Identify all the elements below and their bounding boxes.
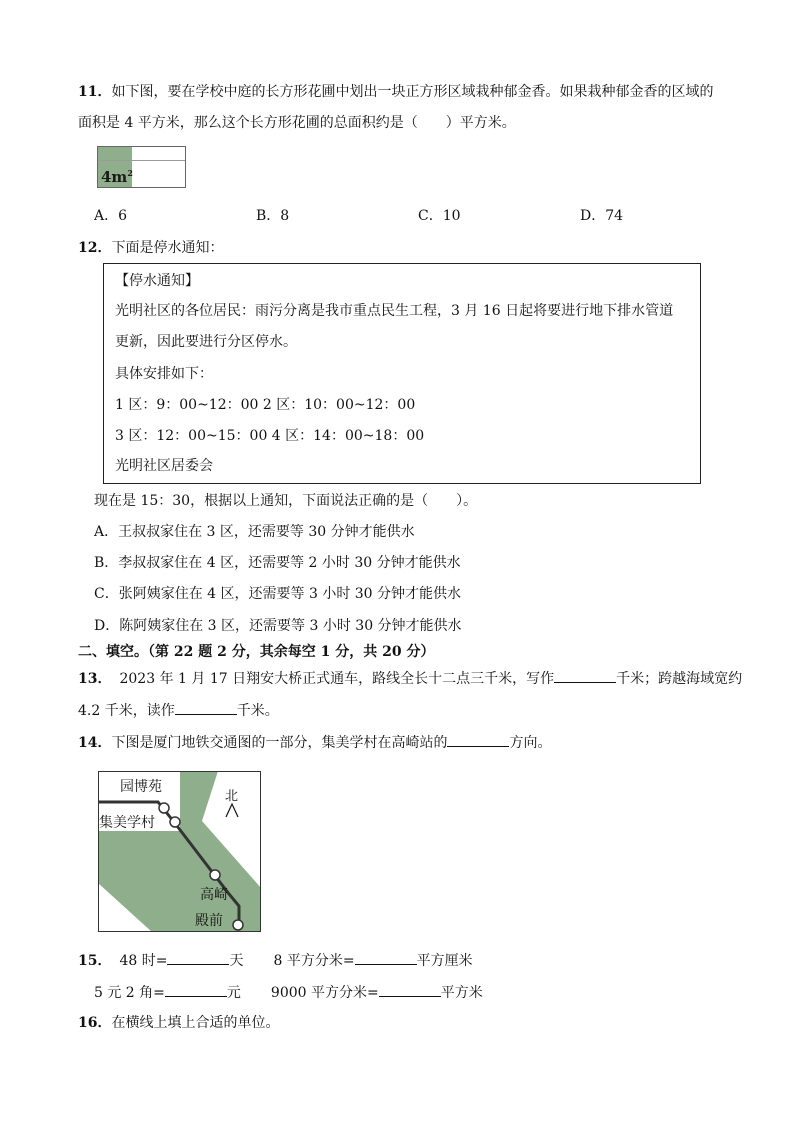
station-label-dianqian: 殿前 xyxy=(195,913,223,929)
q11-option-c[interactable]: C．10 xyxy=(418,208,461,224)
q15-blank-a[interactable] xyxy=(167,950,229,965)
north-label: 北 xyxy=(225,789,239,804)
station-label-yuanbo: 园博苑 xyxy=(120,779,162,795)
q15-blank-d[interactable] xyxy=(379,982,441,997)
q16-number: 16． xyxy=(78,1015,112,1031)
q14-number: 14． xyxy=(78,735,112,751)
q13-answer-blank-1[interactable] xyxy=(554,668,616,683)
q11-number: 11． xyxy=(78,84,112,100)
station-jimei-marker xyxy=(170,817,180,827)
station-dianqian-marker xyxy=(233,920,243,930)
q12-option-b[interactable]: B．李叔叔家住在 4 区，还需要等 2 小时 30 分钟才能供水 xyxy=(94,555,461,571)
q12-number: 12． xyxy=(78,240,112,256)
section2-header: 二、填空。（第 22 题 2 分，其余每空 1 分，共 20 分） xyxy=(78,644,435,660)
q16-line: 16．在横线上填上合适的单位。 xyxy=(78,1015,280,1031)
q12-option-d[interactable]: D．陈阿姨家住在 3 区，还需要等 3 小时 30 分钟才能供水 xyxy=(94,618,462,634)
figure-divider-line xyxy=(98,160,185,161)
metro-map xyxy=(98,771,261,932)
q12-option-a[interactable]: A．王叔叔家住在 3 区，还需要等 30 分钟才能供水 xyxy=(94,524,415,540)
q12-question: 现在是 15：30，根据以上通知，下面说法正确的是（ ）。 xyxy=(94,493,478,509)
q13-line1: 13． 2023 年 1 月 17 日翔安大桥正式通车，路线全长十二点三千米，写作 千米；跨越海域宽约 xyxy=(78,668,742,689)
q14-line: 14．下图是厦门地铁交通图的一部分，集美学村在高崎站的 方向。 xyxy=(78,732,551,753)
notice-title: 【停水通知】 xyxy=(115,273,199,289)
q11-garden-figure xyxy=(97,146,186,188)
notice-body-line1: 光明社区的各位居民：雨污分离是我市重点民生工程，3 月 16 日起将要进行地下排水管道 xyxy=(115,303,674,319)
notice-body-line2: 更新，因此要进行分区停水。 xyxy=(115,334,297,350)
q11-text-line1: 如下图，要在学校中庭的长方形花圃中划出一块正方形区域栽种郁金香。如果栽种郁金香的区域的 xyxy=(111,84,714,100)
station-label-jimei: 集美学村 xyxy=(99,815,155,831)
q11-option-d[interactable]: D．74 xyxy=(580,208,624,224)
q11-option-a[interactable]: A．6 xyxy=(94,208,128,224)
q15-blank-b[interactable] xyxy=(355,950,417,965)
notice-schedule-2: 3 区：12：00~15：00 4 区：14：00~18：00 xyxy=(115,428,425,444)
q11-option-b[interactable]: B．8 xyxy=(256,208,290,224)
area-label: $4m^2$ xyxy=(101,168,133,186)
q11-line1 xyxy=(78,82,713,102)
notice-signature: 光明社区居委会 xyxy=(115,458,213,474)
station-gaoqi-marker xyxy=(210,870,220,880)
water-outage-notice xyxy=(103,263,701,484)
notice-schedule-1: 1 区：9：00~12：00 2 区：10：00~12：00 xyxy=(115,397,416,413)
station-yuanbo-marker xyxy=(159,803,169,813)
q13-line2: 4.2 千米，读作 千米。 xyxy=(78,700,279,721)
q12-option-c[interactable]: C．张阿姨家住在 4 区，还需要等 3 小时 30 分钟才能供水 xyxy=(94,586,462,602)
q15-blank-c[interactable] xyxy=(165,982,227,997)
q15-number: 15． xyxy=(78,953,112,969)
q15-row1: 15． 48 时= 天 8 平方分米= 平方厘米 xyxy=(78,950,473,971)
q13-answer-blank-2[interactable] xyxy=(175,700,237,715)
q14-answer-blank[interactable] xyxy=(447,732,509,747)
q12-stem: 12．下面是停水通知： xyxy=(78,240,224,256)
notice-body-line3: 具体安排如下： xyxy=(115,366,213,382)
q11-text-line2: 面积是 4 平方米，那么这个长方形花圃的总面积约是（ ）平方米。 xyxy=(78,115,516,131)
q15-row2: 5 元 2 角= 元 9000 平方分米= 平方米 xyxy=(94,982,483,1003)
q13-number: 13． xyxy=(78,671,112,687)
station-label-gaoqi: 高崎 xyxy=(200,887,228,903)
